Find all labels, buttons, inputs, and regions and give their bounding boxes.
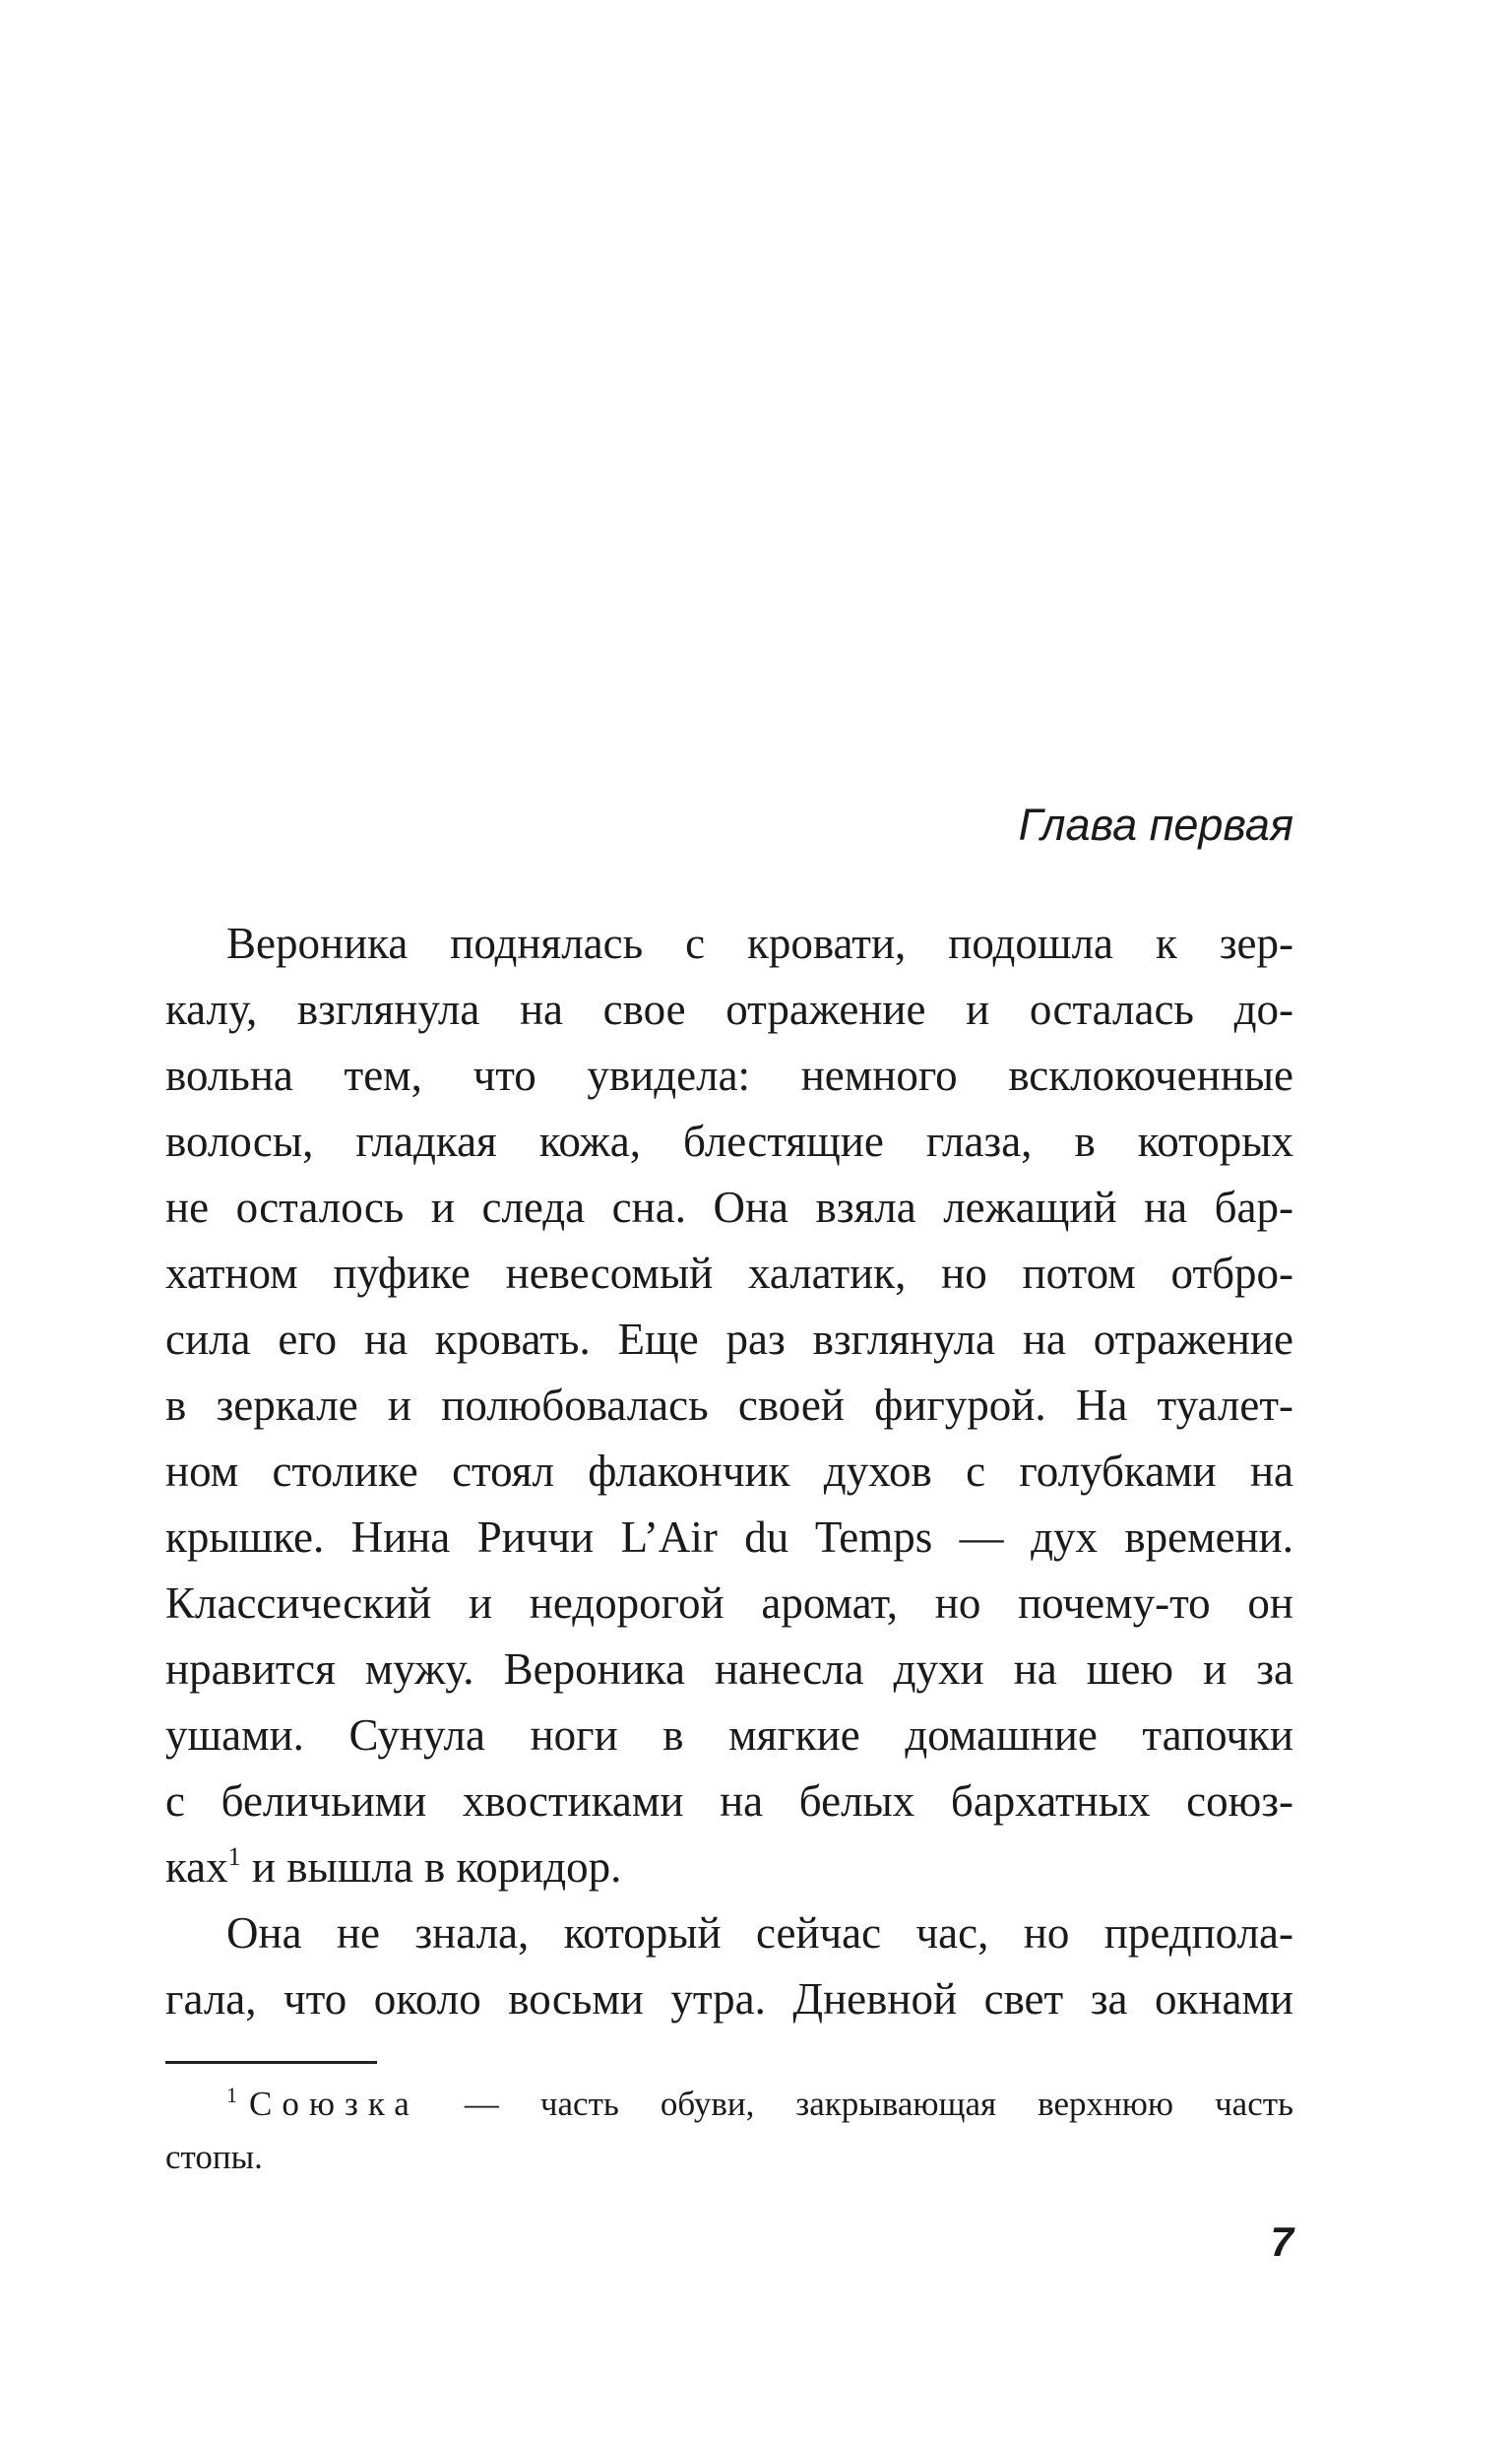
paragraph-1 bbox=[165, 911, 1293, 1900]
footnote-mark: 1 bbox=[226, 2083, 237, 2107]
footnote bbox=[165, 2078, 1293, 2184]
footnote-definition: — часть обуви, закрывающая верхнюю часть bbox=[464, 2085, 1294, 2123]
footnote-term: Союзка bbox=[249, 2085, 419, 2123]
text-fragment: ках bbox=[165, 1842, 228, 1892]
text-line-last bbox=[165, 1834, 1293, 1900]
text-line: вольна тем, что увидела: немного всклокоченные bbox=[165, 1051, 1293, 1100]
text-line: калу, взглянула на свое отражение и осталась до- bbox=[165, 985, 1293, 1034]
body-text bbox=[165, 911, 1293, 2032]
footnote-line bbox=[165, 2078, 1293, 2131]
text-line: ном столике стоял флакончик духов с голубками на bbox=[165, 1447, 1293, 1496]
text-line: не осталось и следа сна. Она взяла лежащий на бар- bbox=[165, 1183, 1293, 1232]
text-line: Вероника поднялась с кровати, подошла к зер- bbox=[226, 919, 1293, 968]
page-number: 7 bbox=[1270, 2218, 1293, 2265]
text-line: Она не знала, который сейчас час, но предпола- bbox=[226, 1908, 1293, 1958]
text-line: ушами. Сунула ноги в мягкие домашние тапочки bbox=[165, 1710, 1293, 1760]
paragraph-2 bbox=[165, 1900, 1293, 2032]
text-line: крышке. Нина Риччи L’Air du Temps — дух времени. bbox=[165, 1512, 1293, 1562]
text-line: в зеркале и полюбовалась своей фигурой. На туалет- bbox=[165, 1381, 1293, 1430]
text-line: нравится мужу. Вероника нанесла духи на шею и за bbox=[165, 1644, 1293, 1694]
text-line: Классический и недорогой аромат, но почему-то он bbox=[165, 1578, 1293, 1628]
text-fragment: и вышла в коридор. bbox=[240, 1842, 622, 1892]
text-line: волосы, гладкая кожа, блестящие глаза, в которых bbox=[165, 1117, 1293, 1166]
footnote-line: стопы. bbox=[165, 2138, 263, 2176]
footnote-divider bbox=[165, 2061, 377, 2064]
text-line: гала, что около восьми утра. Дневной свет за окнами bbox=[165, 1974, 1293, 2024]
text-line: хатном пуфике невесомый халатик, но потом отбро- bbox=[165, 1249, 1293, 1298]
chapter-title: Глава первая bbox=[1018, 800, 1293, 850]
text-line: сила его на кровать. Еще раз взглянула на отражение bbox=[165, 1315, 1293, 1364]
text-line: с беличьими хвостиками на белых бархатных союз- bbox=[165, 1776, 1293, 1826]
footnote-reference[interactable]: 1 bbox=[227, 1842, 241, 1871]
